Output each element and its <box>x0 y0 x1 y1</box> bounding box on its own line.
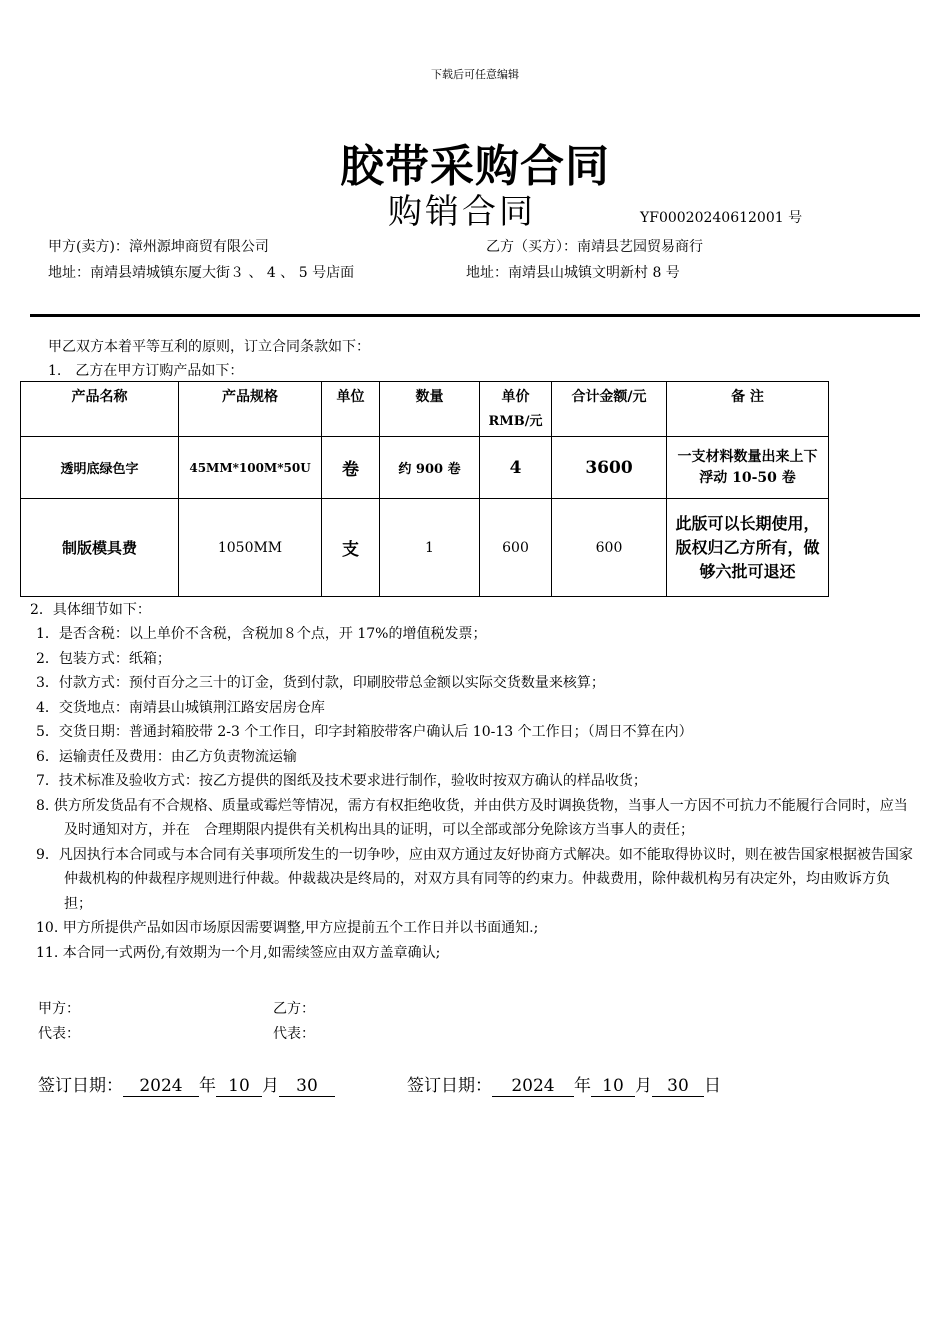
sign-date-a <box>38 1071 335 1097</box>
sign-year-b: 2024 <box>492 1076 574 1097</box>
cell-unit: 支 <box>322 499 380 597</box>
table-header-row <box>21 382 829 437</box>
rep-a-label: 代表： <box>38 1026 80 1042</box>
cell-name: 透明底绿色字 <box>21 437 179 499</box>
goods-table <box>20 381 829 597</box>
sign-month-b: 10 <box>591 1076 635 1097</box>
col-header-total: 合计金额/元 <box>552 382 667 437</box>
party-a-name: 甲方(卖方)：漳州源坤商贸有限公司 <box>48 239 269 255</box>
list-item: 4．交货地点：南靖县山城镇荆江路安居房仓库 <box>36 699 325 716</box>
rep-b-label: 代表： <box>273 1026 315 1042</box>
sign-day-b: 30 <box>652 1076 704 1097</box>
list-item: 5．交货日期：普通封箱胶带 2-3 个工作日，印字封箱胶带客户确认后 10-13 个工作日；（周日不算在内） <box>36 724 693 740</box>
cell-qty: 约 900 卷 <box>380 437 480 499</box>
cell-unit: 卷 <box>322 437 380 499</box>
list-item: 10. 甲方所提供产品如因市场原因需要调整,甲方应提前五个工作日并以书面通知.; <box>36 920 539 936</box>
intro-text: 甲乙双方本着平等互利的原则，订立合同条款如下： <box>48 339 370 355</box>
month-char: 月 <box>262 1076 279 1096</box>
list-item: 1．是否含税：以上单价不含税，含税加８个点，开 17%的增值税发票； <box>36 626 487 642</box>
col-header-note: 备 注 <box>667 382 829 437</box>
section-1-heading: 1. 乙方在甲方订购产品如下： <box>48 363 244 379</box>
cell-price: 600 <box>480 499 552 597</box>
col-header-name: 产品名称 <box>21 382 179 437</box>
day-char: 日 <box>704 1076 721 1096</box>
table-row <box>21 499 829 597</box>
cell-spec: 45MM*100M*50U <box>179 437 322 499</box>
header-divider <box>30 314 920 317</box>
page-title: 胶带采购合同 <box>340 141 610 192</box>
cell-note: 一支材料数量出来上下浮动 10-50 卷 <box>667 437 829 499</box>
year-char: 年 <box>574 1076 591 1096</box>
month-char: 月 <box>635 1076 652 1096</box>
list-item: 3．付款方式：预付百分之三十的订金，货到付款，印刷胶带总金额以实际交货数量来核算； <box>36 675 605 691</box>
cell-qty: 1 <box>380 499 480 597</box>
section-2-heading: 2．具体细节如下： <box>30 602 151 618</box>
page-subtitle: 购销合同 <box>388 192 536 232</box>
header-note: 下载后可任意编辑 <box>431 68 519 81</box>
sign-year-a: 2024 <box>123 1076 199 1097</box>
sign-day-a: 30 <box>279 1076 335 1097</box>
list-item: 2．包装方式：纸箱； <box>36 650 171 667</box>
cell-note: 此版可以长期使用，版权归乙方所有，做够六批可退还 <box>667 499 829 597</box>
party-b-label: 乙方： <box>273 1001 315 1017</box>
col-header-qty: 数量 <box>380 382 480 437</box>
list-item: 9．凡因执行本合同或与本合同有关事项所发生的一切争吵，应由双方通过友好协商方式解决。如不能取得协议时，则在被告国家根据被告国家仲裁机构的仲裁程序规则进行仲裁。仲裁裁决是终局的，对双方具有同等的约束力。仲裁费用，除仲裁机构另有决定外，均由败诉方负担； <box>36 846 913 912</box>
list-item: 11. 本合同一式两份,有效期为一个月,如需续签应由双方盖章确认; <box>36 944 441 961</box>
cell-total: 3600 <box>552 437 667 499</box>
cell-price: 4 <box>480 437 552 499</box>
sign-date-label: 签订日期： <box>407 1076 492 1096</box>
col-header-unit: 单位 <box>322 382 380 437</box>
col-header-spec: 产品规格 <box>179 382 322 437</box>
terms-list <box>36 622 916 965</box>
party-b-address: 地址：南靖县山城镇文明新村 8 号 <box>466 265 680 281</box>
contract-number: YF00020240612001 号 <box>640 210 803 226</box>
sign-month-a: 10 <box>216 1076 262 1097</box>
col-header-price-label: 单价 <box>501 389 530 405</box>
list-item: 7．技术标准及验收方式：按乙方提供的图纸及技术要求进行制作，验收时按双方确认的样品收货； <box>36 773 647 789</box>
list-item: 6．运输责任及费用：由乙方负责物流运输 <box>36 748 297 765</box>
cell-total: 600 <box>552 499 667 597</box>
party-b-name: 乙方（买方）：南靖县艺园贸易商行 <box>486 239 703 255</box>
table-row <box>21 437 829 499</box>
year-char: 年 <box>199 1076 216 1096</box>
cell-name: 制版模具费 <box>21 499 179 597</box>
party-a-address: 地址：南靖县靖城镇东厦大街３ 、 4 、 5 号店面 <box>48 265 355 281</box>
list-item: 8. 供方所发货品有不合规格、质量或霉烂等情况，需方有权拒绝收货，并由供方及时调换货物，当事人一方因不可抗力不能履行合同时，应当及时通知对方，并在 合理期限内提供有关机构出具的证明，可以全部或部分免除该方当事人的责任； <box>36 797 908 838</box>
col-header-price-unit: RMB/元 <box>488 414 543 429</box>
cell-spec: 1050MM <box>179 499 322 597</box>
sign-date-b <box>407 1071 721 1097</box>
sign-date-label: 签订日期： <box>38 1076 123 1096</box>
party-a-label: 甲方： <box>38 1001 80 1017</box>
col-header-price <box>480 382 552 437</box>
